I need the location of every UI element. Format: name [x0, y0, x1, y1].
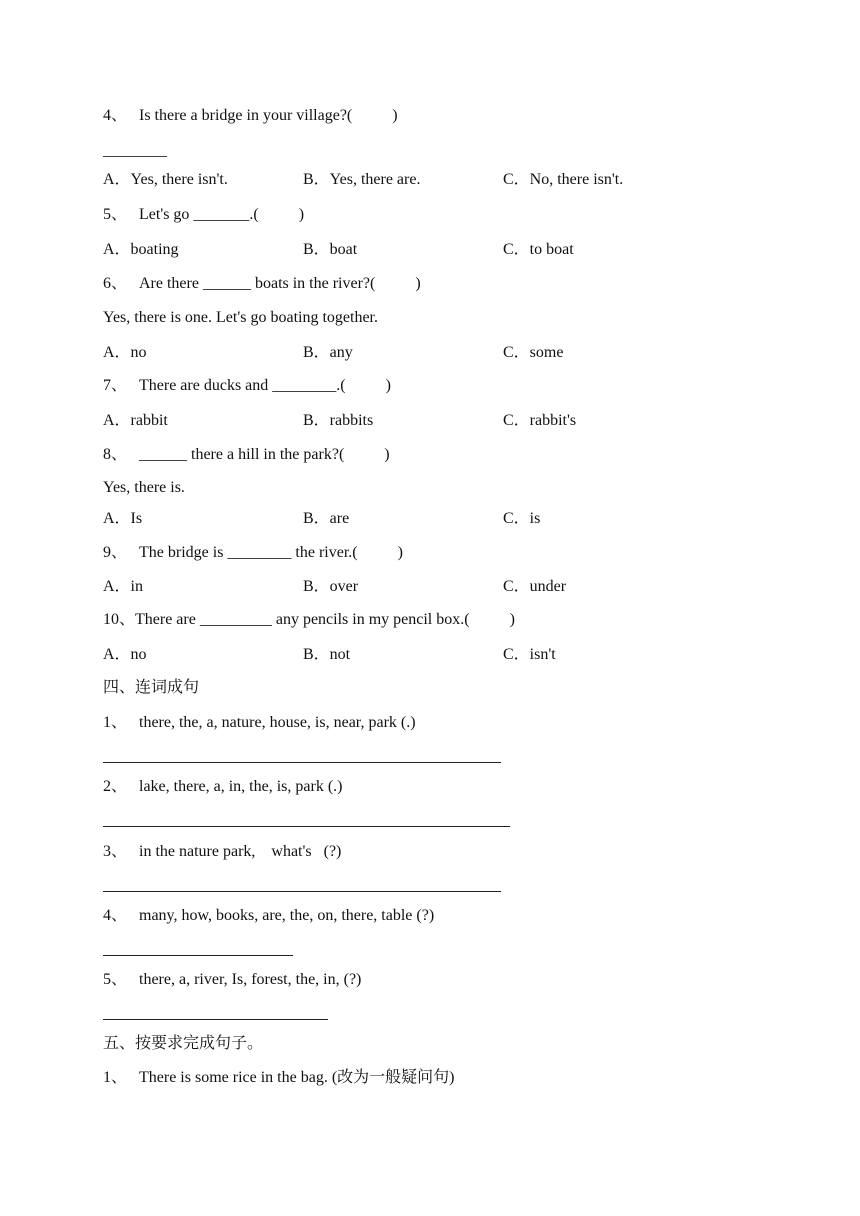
- option-a: A．Yes, there isn't.: [103, 171, 228, 188]
- option-c: C．No, there isn't.: [503, 171, 624, 188]
- option-a: A．Is: [103, 510, 143, 527]
- option-b: B．rabbits: [303, 412, 374, 429]
- answer-blank: ________: [103, 142, 167, 159]
- answer-line: [103, 891, 501, 892]
- option-c: C．is: [503, 510, 541, 527]
- option-b: B．are: [303, 510, 350, 527]
- sentence-item: 3、 in the nature park, what's (?): [103, 843, 342, 860]
- option-b: B．boat: [303, 241, 358, 258]
- question-8-reply: Yes, there is.: [103, 479, 185, 496]
- option-a: A．no: [103, 646, 147, 663]
- sentence-item: 4、 many, how, books, are, the, on, there, table (?): [103, 907, 435, 924]
- question-5: 5、 Let's go _______.( ): [103, 206, 305, 223]
- section-4-title: 四、连词成句: [103, 679, 200, 696]
- option-c: C．some: [503, 344, 564, 361]
- option-a: A．no: [103, 344, 147, 361]
- option-a: A．rabbit: [103, 412, 168, 429]
- option-b: B．Yes, there are.: [303, 171, 421, 188]
- option-c: C．isn't: [503, 646, 556, 663]
- answer-line: [103, 1019, 328, 1020]
- sentence-item: 1、 There is some rice in the bag. (改为一般疑问句): [103, 1069, 455, 1086]
- answer-line: [103, 762, 501, 763]
- answer-line: [103, 826, 510, 827]
- option-b: B．not: [303, 646, 351, 663]
- section-5-title: 五、按要求完成句子。: [103, 1035, 264, 1052]
- option-a: A．in: [103, 578, 144, 595]
- question-9: 9、 The bridge is ________ the river.( ): [103, 544, 403, 561]
- question-7: 7、 There are ducks and ________.( ): [103, 377, 391, 394]
- question-6: 6、 Are there ______ boats in the river?( ): [103, 275, 421, 292]
- option-b: B．any: [303, 344, 353, 361]
- question-10: 10、There are _________ any pencils in my pencil box.( ): [103, 611, 515, 628]
- option-b: B．over: [303, 578, 359, 595]
- question-6-reply: Yes, there is one. Let's go boating together.: [103, 309, 378, 326]
- question-4: 4、 Is there a bridge in your village?( ): [103, 107, 398, 124]
- sentence-item: 2、 lake, there, a, in, the, is, park (.): [103, 778, 343, 795]
- sentence-item: 5、 there, a, river, Is, forest, the, in, (?): [103, 971, 362, 988]
- option-c: C．to boat: [503, 241, 574, 258]
- question-8: 8、 ______ there a hill in the park?( ): [103, 446, 390, 463]
- option-c: C．under: [503, 578, 567, 595]
- option-a: A．boating: [103, 241, 179, 258]
- option-c: C．rabbit's: [503, 412, 577, 429]
- answer-line: [103, 955, 293, 956]
- sentence-item: 1、 there, the, a, nature, house, is, near, park (.): [103, 714, 416, 731]
